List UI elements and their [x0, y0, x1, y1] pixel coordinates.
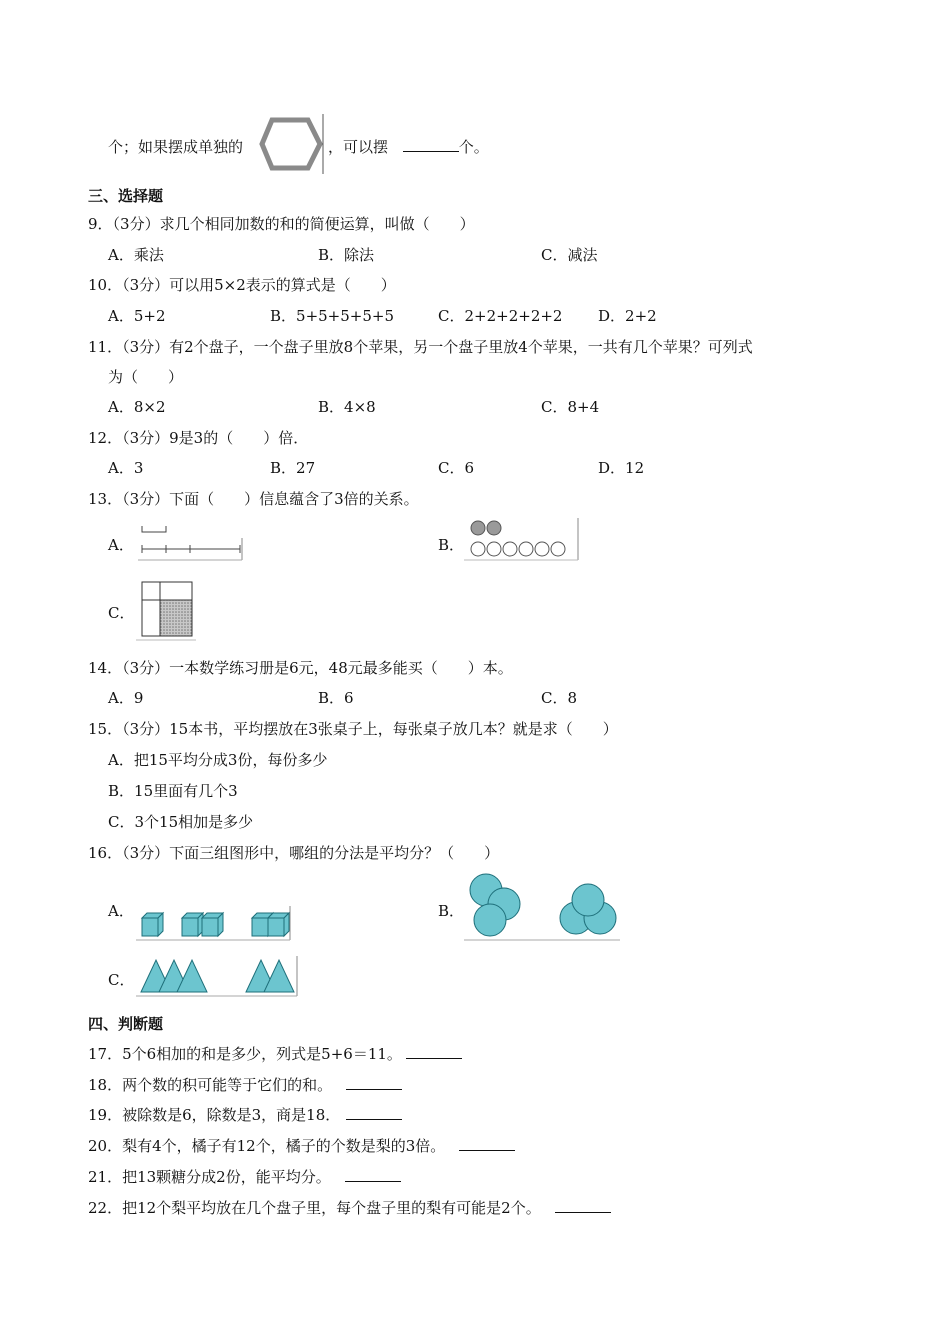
top-suffix2: 个。: [458, 138, 489, 156]
option-d[interactable]: D．12: [598, 459, 645, 477]
question-stem: 10．（3分）可以用5×2表示的算式是（ ）: [88, 276, 396, 294]
section-title: 四、判断题: [88, 1015, 164, 1033]
cubes-diagram: [136, 904, 294, 942]
option-b[interactable]: B．6: [318, 689, 354, 707]
option-c[interactable]: C．3个15相加是多少: [108, 813, 254, 831]
answer-blank[interactable]: [555, 1198, 611, 1213]
answer-blank[interactable]: [346, 1105, 402, 1120]
judgement-item: [88, 1197, 611, 1218]
option-c[interactable]: C．8: [541, 689, 578, 707]
judgement-item: [88, 1074, 402, 1095]
question-stem: 14．（3分）一本数学练习册是6元，48元最多能买（ ）本。: [88, 659, 513, 677]
option-a[interactable]: A．9: [108, 689, 144, 707]
option-b[interactable]: B．: [438, 536, 465, 554]
option-a[interactable]: A．5+2: [108, 307, 166, 325]
question-stem: 18．两个数的积可能等于它们的和。: [88, 1076, 333, 1094]
top-suffix: ，可以摆: [328, 138, 389, 156]
section-title: 三、选择题: [88, 187, 164, 205]
option-b[interactable]: B．27: [270, 459, 316, 477]
option-c[interactable]: C．6: [438, 459, 475, 477]
option-d[interactable]: D．2+2: [598, 307, 657, 325]
option-a[interactable]: A．3: [108, 459, 144, 477]
question-stem: 19．被除数是6，除数是3，商是18．: [88, 1106, 341, 1124]
option-a[interactable]: A．乘法: [108, 246, 164, 264]
grid-square-diagram: [136, 578, 198, 642]
answer-blank[interactable]: [459, 1136, 515, 1151]
question-stem: 13．（3分）下面（ ）信息蕴含了3倍的关系。: [88, 490, 419, 508]
question-stem: 17．5个6相加的和是多少，列式是5+6＝11。: [88, 1045, 402, 1063]
question-stem: 21．把13颗糖分成2份，能平均分。: [88, 1168, 331, 1186]
judgement-item: [88, 1166, 401, 1187]
answer-blank[interactable]: [406, 1044, 462, 1059]
option-b[interactable]: B．5+5+5+5+5: [270, 307, 395, 325]
option-c[interactable]: C．8+4: [541, 398, 600, 416]
overlapping-circles-diagram: [464, 870, 622, 942]
option-b[interactable]: B．除法: [318, 246, 375, 264]
option-b[interactable]: B．4×8: [318, 398, 376, 416]
option-b[interactable]: B．: [438, 902, 465, 920]
question-stem: 20．梨有4个，橘子有12个，橘子的个数是梨的3倍。: [88, 1137, 446, 1155]
option-a[interactable]: A．: [108, 536, 134, 554]
judgement-item: [88, 1104, 402, 1125]
option-a[interactable]: A．8×2: [108, 398, 166, 416]
hexagon-figure: [260, 114, 326, 174]
question-stem: 15．（3分）15本书，平均摆放在3张桌子上，每张桌子放几本？就是求（ ）: [88, 720, 618, 738]
answer-blank[interactable]: [403, 137, 459, 152]
question-stem: 22．把12个梨平均放在几个盘子里，每个盘子里的梨有可能是2个。: [88, 1199, 541, 1217]
answer-blank[interactable]: [345, 1167, 401, 1182]
option-c[interactable]: C．: [108, 971, 135, 989]
question-stem: 9．（3分）求几个相同加数的和的简便运算，叫做（ ）: [88, 215, 475, 233]
question-stem: 12．（3分）9是3的（ ）倍．: [88, 429, 309, 447]
option-c[interactable]: C．: [108, 604, 135, 622]
answer-blank[interactable]: [346, 1075, 402, 1090]
option-c[interactable]: C．减法: [541, 246, 598, 264]
option-c[interactable]: C．2+2+2+2+2: [438, 307, 563, 325]
judgement-item: [88, 1135, 515, 1156]
option-a[interactable]: A．把15平均分成3份，每份多少: [108, 751, 328, 769]
triangles-diagram: [136, 954, 300, 998]
circles-diagram: [464, 516, 582, 562]
option-b[interactable]: B．15里面有几个3: [108, 782, 238, 800]
question-stem-continued: 为（ ）: [108, 368, 184, 386]
segment-diagram: [138, 522, 244, 562]
top-prefix: 个；如果摆成单独的: [108, 138, 244, 156]
question-stem: 11．（3分）有2个盘子，一个盘子里放8个苹果，另一个盘子里放4个苹果，一共有几个苹果？可列式: [88, 338, 753, 356]
question-stem: 16．（3分）下面三组图形中，哪组的分法是平均分？（ ）: [88, 844, 500, 862]
option-a[interactable]: A．: [108, 902, 134, 920]
judgement-item: [88, 1043, 462, 1064]
